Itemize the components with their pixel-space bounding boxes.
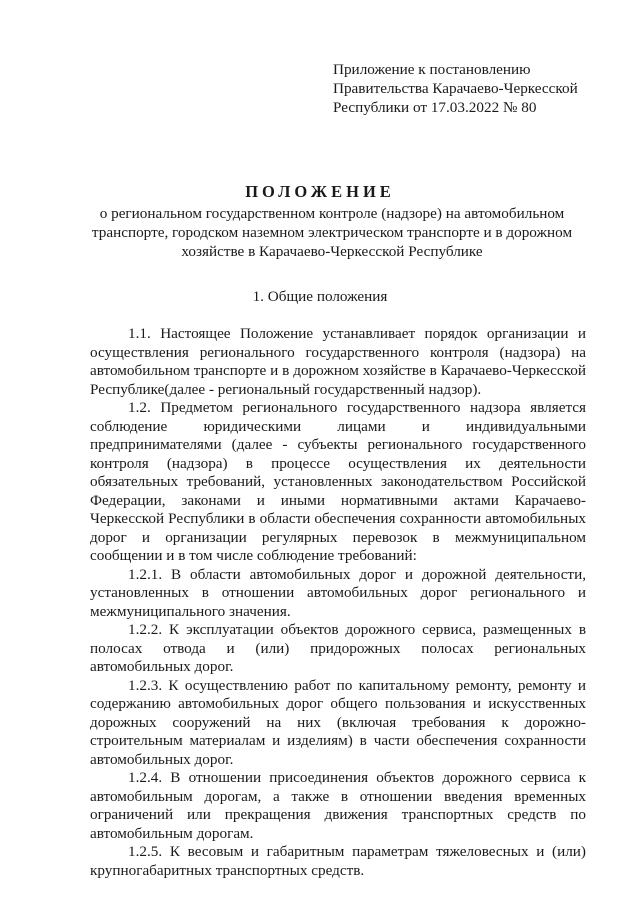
paragraph-1-2-4: 1.2.4. В отношении присоединения объектов дорожного сервиса к автомобильным дорогам, а также в отношении введения временных ограничений или прекращения движения транспортных средств по автомобильным дорогам. (90, 769, 586, 842)
appendix-line: Правительства Карачаево-Черкесской (333, 80, 578, 97)
section-heading: 1. Общие положения (252, 288, 388, 305)
paragraph-1-2-2: 1.2.2. К эксплуатации объектов дорожного сервиса, размещенных в полосах отвода и (или) придорожных полосах региональных автомобильных дорог. (90, 621, 586, 675)
appendix-line: Приложение к постановлению (333, 61, 531, 78)
appendix-line: Республики от 17.03.2022 № 80 (333, 99, 537, 116)
appendix-note (333, 60, 578, 117)
paragraph-1-1: 1.1. Настоящее Положение устанавливает порядок организации и осуществления регионального государственного контроля (надзора) на автомобильном транспорте и в дорожном хозяйстве в Карачаево-Черкесской Республике(далее - региональный государственный надзор). (90, 325, 586, 398)
document-subtitle: о региональном государственном контроле (надзоре) на автомобильном транспорте, городском наземном электрическом транспорте и в дорожном хозяйстве в Карачаево-Черкесской Республике (91, 205, 573, 260)
document-body (90, 325, 586, 880)
paragraph-1-2-1: 1.2.1. В области автомобильных дорог и дорожной деятельности, установленных в отношении автомобильных дорог регионального и межмуниципального значения. (90, 565, 586, 620)
document-title: ПОЛОЖЕНИЕ (245, 182, 395, 201)
paragraph-1-2-5: 1.2.5. К весовым и габаритным параметрам тяжеловесных и (или) крупногабаритных транспортных средств. (90, 843, 586, 879)
paragraph-1-2: 1.2. Предметом регионального государственного надзора является соблюдение юридическими лицами и индивидуальными предпринимателями (далее - субъекты регионального государственного контроля (надзора) в процессе осуществления их деятельности обязательных требований, установленных законодательством Российской Федерации, законами и иными нормативными актами Карачаево-Черкесской Республики в области обеспечения сохранности автомобильных дорог и организации регулярных перевозок в межмуниципальном сообщении и в том числе соблюдение требований: (90, 399, 586, 564)
paragraph-1-2-3: 1.2.3. К осуществлению работ по капитальному ремонту, ремонту и содержанию автомобильных дорог общего пользования и искусственных дорожных сооружений на них (включая требования к дорожно-строительным материалам и изделиям) в части обеспечения сохранности автомобильных дорог. (90, 676, 586, 768)
